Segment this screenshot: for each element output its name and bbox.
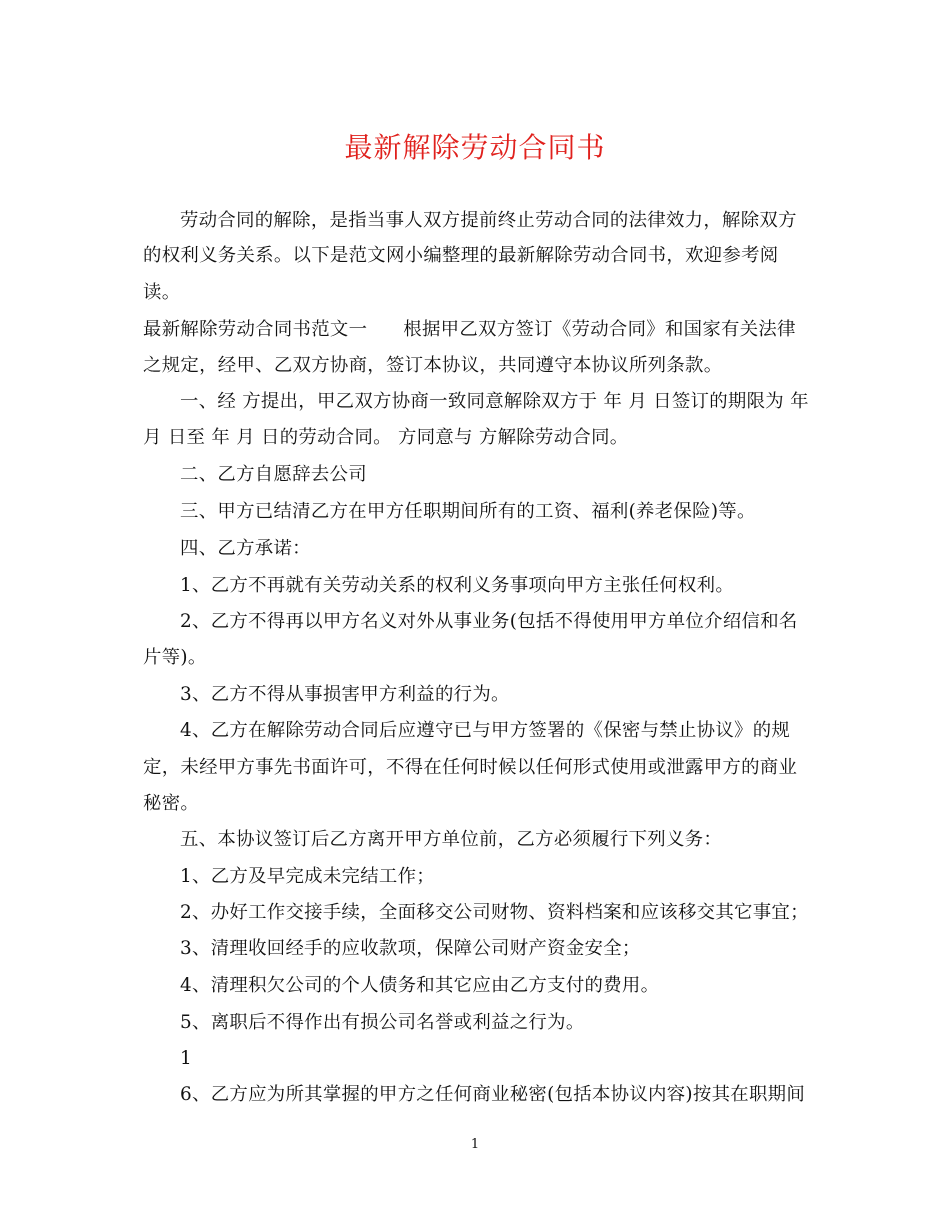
document-title: 最新解除劳动合同书 bbox=[344, 131, 606, 164]
clause-line: 3、清理收回经手的应收款项，保障公司财产资金安全； bbox=[180, 938, 641, 959]
sample-intro: 根据甲乙双方签订《劳动合同》和国家有关法律 bbox=[403, 319, 796, 340]
paragraph-line: 劳动合同的解除，是指当事人双方提前终止劳动合同的法律效力，解除双方 bbox=[180, 210, 797, 231]
clause-line: 片等)。 bbox=[143, 647, 207, 668]
clause-line: 5、离职后不得作出有损公司名誉或利益之行为。 bbox=[180, 1012, 585, 1033]
clause-line: 2、办好工作交接手续，全面移交公司财物、资料档案和应该移交其它事宜； bbox=[180, 902, 809, 923]
clause-line: 一、经 方提出，甲乙双方协商一致同意解除双方于 年 月 日签订的期限为 年 bbox=[180, 391, 809, 412]
paragraph-line: 之规定，经甲、乙双方协商，签订本协议，共同遵守本协议所列条款。 bbox=[143, 355, 723, 376]
clause-line: 三、甲方已结清乙方在甲方任职期间所有的工资、福利(养老保险)等。 bbox=[180, 501, 756, 522]
clause-line: 2、乙方不得再以甲方名义对外从事业务(包括不得使用甲方单位介绍信和名 bbox=[180, 611, 798, 632]
page-number: 1 bbox=[470, 1137, 480, 1152]
clause-line: 定，未经甲方事先书面许可，不得在任何时候以任何形式使用或泄露甲方的商业 bbox=[143, 757, 798, 778]
clause-line: 月 日至 年 月 日的劳动合同。 方同意与 方解除劳动合同。 bbox=[143, 427, 629, 448]
sample-heading: 最新解除劳动合同书范文一 bbox=[143, 319, 368, 340]
clause-line: 秘密。 bbox=[143, 793, 200, 814]
clause-line: 1、乙方不再就有关劳动关系的权利义务事项向甲方主张任何权利。 bbox=[180, 575, 735, 596]
clause-line: 6、乙方应为所其掌握的甲方之任何商业秘密(包括本协议内容)按其在职期间 bbox=[180, 1084, 806, 1105]
sample-heading-line bbox=[143, 317, 796, 343]
paragraph-line: 读。 bbox=[143, 282, 181, 303]
clause-line: 3、乙方不得从事损害甲方利益的行为。 bbox=[180, 684, 510, 705]
clause-line: 五、本协议签订后乙方离开甲方单位前，乙方必须履行下列义务： bbox=[180, 829, 723, 850]
clause-line: 四、乙方承诺： bbox=[180, 538, 311, 559]
inline-page-marker: 1 bbox=[180, 1048, 193, 1069]
clause-line: 二、乙方自愿辞去公司 bbox=[180, 464, 367, 485]
clause-line: 4、清理积欠公司的个人债务和其它应由乙方支付的费用。 bbox=[180, 975, 660, 996]
paragraph-line: 的权利义务关系。以下是范文网小编整理的最新解除劳动合同书，欢迎参考阅 bbox=[143, 245, 779, 266]
clause-line: 4、乙方在解除劳动合同后应遵守已与甲方签署的《保密与禁止协议》的规 bbox=[180, 720, 791, 741]
clause-line: 1、乙方及早完成未完结工作； bbox=[180, 866, 435, 887]
